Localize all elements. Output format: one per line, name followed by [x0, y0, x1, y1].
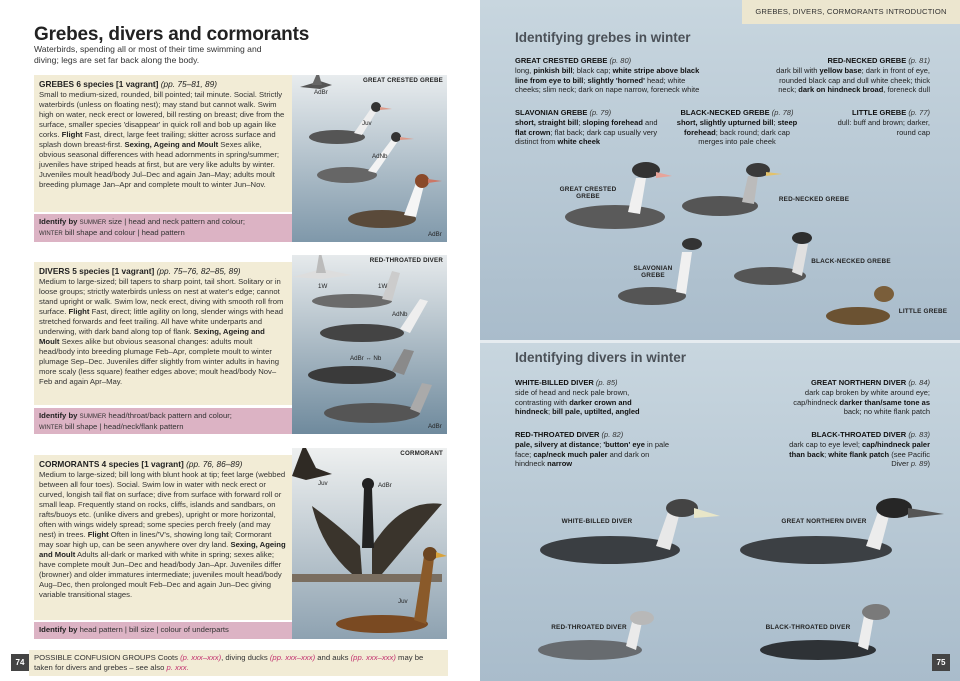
page-number-left: 74	[11, 654, 29, 671]
grebes-intro: Small to medium-sized, rounded, bill pointed; tail minute. Social. Strictly waterbirds (unless on floating nest); may stand but cannot walk. Swim high on water, neck erect or lowered, bill resting on breast; dive from the surface, smaller species 'disappear' in quick roll and bob up again like corks.	[39, 90, 285, 139]
age-label: 1W	[318, 283, 328, 290]
cormorants-intro: Medium to large-sized; bill long with blunt hook at tip; feet large (webbed between all four toes). Social. Swim low in water with neck erect or curved, longish tail flat on surface; dive from surface with forward roll or small leap. Frequently stand on rocks, cliffs, islands and sandbars, on rafts/buoys etc. (unlike divers and grebes), upright or more horizontal, often with wings widely spread; some species perch freely (and may nest) in trees.	[39, 470, 286, 539]
grebes-photo-label: GREAT CRESTED GREBE	[362, 77, 443, 84]
bird-label-wbd: WHITE-BILLED DIVER	[561, 518, 633, 525]
right-page	[480, 0, 960, 681]
age-label: Juv	[318, 480, 328, 487]
cormorants-photo-label: CORMORANT	[400, 450, 443, 457]
bird-label-rtd: RED-THROATED DIVER	[551, 624, 627, 631]
age-label: Juv	[398, 598, 408, 605]
red-throated-diver-photo	[292, 255, 447, 434]
bird-label-bng: BLACK-NECKED GREBE	[811, 258, 891, 265]
cormorants-heading: CORMORANTS 4 species [1 vagrant] (pp. 76, 86–89)	[39, 459, 243, 469]
bird-label-gcg: GREAT CRESTED GREBE	[559, 186, 617, 200]
diver-photo-image	[292, 255, 447, 434]
grebes-heading: GREBES 6 species [1 vagrant] (pp. 75–81, 89)	[39, 79, 218, 89]
bird-label-ltg: LITTLE GREBE	[898, 308, 948, 315]
age-label: Juv	[362, 120, 372, 127]
divers-identify-box: Identify by SUMMER head/throat/back pattern and colour; WINTER bill shape | head/neck/flank pattern	[34, 408, 292, 434]
divers-section-text: DIVERS 5 species [1 vagrant] (pp. 75–76, 82–85, 89) Medium to large-sized; bill tapers to sharp point, tail short. Solitary or in loose groups; strictly waterbirds unless on nest at water's edge; cannot stand upright or walk. Swim low, neck erect, diving with smooth roll from surface. Flight Fast, direct; little agility on long, slender wings with head stretched forwards and feet trailing. All have white underparts and underwing, with dark band along top of flank. Sexing, Ageing and Moult Sexes alike but obvious seasonal changes: adults moult head/body into breeding plumage Feb–Apr, complete moult to winter plumage Sep–Dec. Juveniles differ slightly from winter adults in having more scaly (less square) feather edges above; moult head/body Nov–Feb and again Apr–May.	[34, 262, 292, 405]
bird-label-slg: SLAVONIAN GREBE	[633, 265, 673, 279]
cormorants-identify-box: Identify by head pattern | bill size | colour of underparts	[34, 622, 292, 639]
page-title: Grebes, divers and cormorants	[34, 24, 310, 45]
rtd-description: RED-THROATED DIVER (p. 82) pale, silvery at distance; 'button' eye in pale face; cap/neck much paler and dark on hindneck narrow	[515, 430, 670, 469]
btd-description: BLACK-THROATED DIVER (p. 83) dark cap to eye level; cap/hindneck paler than back; white flank patch (see Pacific Diver p. 89)	[789, 430, 930, 469]
page-subtitle: Waterbirds, spending all or most of their time swimming and diving; legs are set far back along the body.	[34, 44, 262, 65]
cormorant-photo-image	[292, 448, 447, 639]
wbd-description: WHITE-BILLED DIVER (p. 85) side of head and neck pale brown, contrasting with darker crown and hindneck; bill pale, uptilted, angled	[515, 378, 640, 417]
divers-winter-title: Identifying divers in winter	[515, 350, 687, 365]
grebes-winter-title: Identifying grebes in winter	[515, 30, 691, 45]
section-divider	[480, 340, 960, 343]
rng-description: RED-NECKED GREBE (p. 81) dark bill with yellow base; dark in front of eye, rounded black cap and dull white cheek; thick neck; dark on hindneck broad, foreneck dull	[776, 56, 930, 95]
grebe-photo-image	[292, 75, 447, 242]
age-label: AdNb	[392, 311, 408, 318]
page-number-right: 75	[932, 654, 950, 671]
divers-intro: Medium to large-sized; bill tapers to sharp point, tail short. Solitary or in loose groups; strictly waterbirds unless on nest at water's edge; cannot stand upright or walk. Swim low, neck erect, diving with smooth roll from surface.	[39, 277, 284, 316]
bird-label-btd: BLACK-THROATED DIVER	[765, 624, 851, 631]
bng-description: BLACK-NECKED GREBE (p. 78) short, slightly upturned bill; steep forehead; back round; dark cap merges into pale cheek	[676, 108, 798, 147]
age-label: AdBr	[314, 89, 328, 96]
divers-photo-label: RED-THROATED DIVER	[369, 257, 443, 264]
grebes-identify-box: Identify by SUMMER size | head and neck pattern and colour; WINTER bill shape and colour | head pattern	[34, 214, 292, 242]
gnd-description: GREAT NORTHERN DIVER (p. 84) dark cap broken by white around eye; cap/hindneck darker than/same tone as back; no white flank patch	[793, 378, 930, 417]
great-crested-grebe-photo	[292, 75, 447, 242]
cormorants-section-text: CORMORANTS 4 species [1 vagrant] (pp. 76, 86–89) Medium to large-sized; bill long with blunt hook at tip; feet large (webbed between all four toes). Social. Swim low in water with neck erect or curved, longish tail flat on surface; dive from surface with forward roll or small leap. Frequently stand on rocks, cliffs, islands and sandbars, on rafts/buoys etc. (unlike divers and grebes), upright or more horizontal, often with wings widely spread; some species perch freely (and may nest) in trees. Flight Often in lines/'V's, showing long tail; Cormorant may soar high up, can be seen anywhere over dry land. Sexing, Ageing and Moult Adults all-dark or marked with white in spring; sexes alike; have complete moult Jun–Dec and head/body Jan–Apr. Juveniles differ (browner) and older immatures intermediate; juveniles moult head/body Aug–Dec, then prolonged moult Feb–Dec and again Jun–Dec giving variable transitional stages.	[34, 455, 292, 620]
age-label: AdBr	[428, 423, 442, 430]
divers-heading: DIVERS 5 species [1 vagrant] (pp. 75–76, 82–85, 89)	[39, 266, 241, 276]
confusion-groups-box: POSSIBLE CONFUSION GROUPS Coots (p. xxx–xxx), diving ducks (pp. xxx–xxx) and auks (pp. xxx–xxx) may be taken for divers and grebes – see also p. xxx.	[29, 650, 448, 676]
ltg-description: LITTLE GREBE (p. 77) dull: buff and brown; darker, round cap	[837, 108, 930, 137]
age-label: 1W	[378, 283, 388, 290]
cormorant-photo	[292, 448, 447, 639]
slg-description: SLAVONIAN GREBE (p. 79) short, straight bill; sloping forehead and flat crown; flat back; dark cap usually very distinct from white cheek	[515, 108, 658, 147]
running-header: GREBES, DIVERS, CORMORANTS INTRODUCTION	[742, 0, 960, 24]
age-label: AdBr ↔ Nb	[350, 355, 382, 362]
grebes-section-text: GREBES 6 species [1 vagrant] (pp. 75–81, 89) Small to medium-sized, rounded, bill pointed; tail minute. Social. Strictly waterbirds (unless on floating nest); may stand but cannot walk. Swim high on water, neck erect or lowered, bill resting on breast; dive from the surface, smaller species 'disappear' in quick roll and bob up again like corks. Flight Fast, direct, large feet trailing; skitter across surface and splash down breast-first. Sexing, Ageing and Moult Sexes alike, obvious seasonal differences with head adornments in spring/summer; juveniles have striped heads at first, but are very like adults by winter. Juveniles moult head/body Jul–Dec and again Jan–May; adults moult breeding plumage Jan–Apr and complete moult to winter Jun–Nov.	[34, 75, 292, 212]
age-label: AdBr	[378, 482, 392, 489]
bird-label-rng: RED-NECKED GREBE	[778, 196, 850, 203]
gcg-description: GREAT CRESTED GREBE (p. 80) long, pinkish bill; black cap; white stripe above black line from eye to bill; slightly 'horned' head; white cheeks; slim neck; dark on nape narrow, foreneck white	[515, 56, 700, 95]
bird-label-gnd: GREAT NORTHERN DIVER	[781, 518, 867, 525]
age-label: AdBr	[428, 231, 442, 238]
age-label: AdNb	[372, 153, 388, 160]
